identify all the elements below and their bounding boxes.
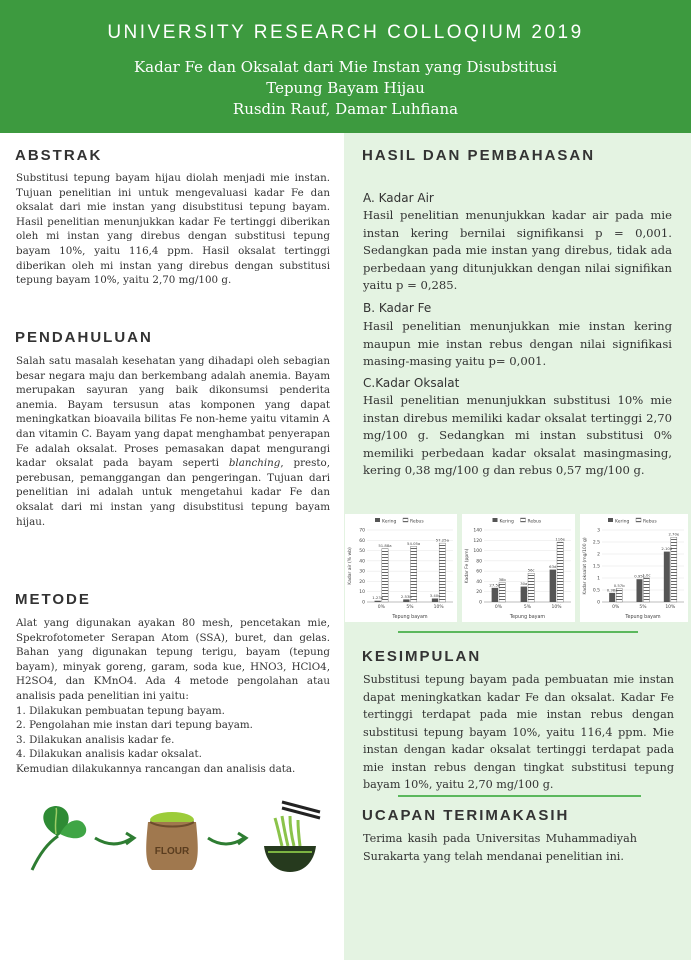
legend-swatch-rebus xyxy=(636,518,641,522)
bar-rebus xyxy=(382,549,388,602)
y-tick-label: 20 xyxy=(359,579,365,585)
kadar-oksalat-title: C.Kadar Oksalat xyxy=(363,376,460,390)
pendahuluan-text-part1: Salah satu masalah kesehatan yang dihadapi oleh sebagian besar negara maju dan berkembang adalah anemia. Bayam merupakan sayuran yang baik dikonsumsi penderita anemia. Bayam tersusun atas komponen yang dapat meningkatkan bioavaila bilitas Fe non-heme yaitu vitamin A dan vitamin C. Bayam yang dapat menghambat penyerapan Fe adalah oksalat. Proses pemasakan dapat mengurangi kadar oksalat pada bayam seperti xyxy=(16,355,330,470)
legend-label: Kering xyxy=(382,519,397,525)
poster-authors: Rusdin Rauf, Damar Luhfiana xyxy=(232,100,459,118)
y-axis-label: Kadar Fe (ppm) xyxy=(465,548,470,584)
y-tick-label: 2.5 xyxy=(592,540,600,546)
legend-label: Rebus xyxy=(410,519,424,525)
poster-title xyxy=(0,57,691,120)
poster-header xyxy=(0,0,691,133)
legend-swatch-kering xyxy=(375,518,380,522)
legend-label: Rebus xyxy=(527,519,542,525)
x-tick-label: 0% xyxy=(377,605,385,610)
kesimpulan-heading: KESIMPULAN xyxy=(362,648,482,665)
data-label-kering: 2.53b xyxy=(400,593,412,599)
legend-swatch-kering xyxy=(608,518,613,522)
poster-title-line1: Kadar Fe dan Oksalat dari Mie Instan yang Disubstitusi xyxy=(133,58,558,76)
flour-label: FLOUR xyxy=(154,846,190,857)
bar-kering xyxy=(664,552,670,602)
y-tick-label: 80 xyxy=(476,559,482,565)
left-column xyxy=(0,133,344,960)
metode-step: 1. Dilakukan pembuatan tepung bayam. xyxy=(16,704,225,717)
bar-rebus xyxy=(528,573,534,602)
pendahuluan-heading: PENDAHULUAN xyxy=(15,329,153,346)
y-axis-label: Kadar oksalat (mg/100 g) xyxy=(583,537,588,595)
data-label-kering: 0.38a xyxy=(606,587,618,593)
hasil-heading: HASIL DAN PEMBAHASAN xyxy=(362,147,596,164)
kadar-fe-text: Hasil penelitian menunjukkan mie instan kering maupun mie instan rebus dengan nilai signifikasi masing-masing yaitu p= 0,001. xyxy=(363,319,672,368)
y-axis-label: Kadar air (% wb) xyxy=(348,547,353,585)
bar-kering xyxy=(609,593,615,602)
pendahuluan-text xyxy=(16,354,330,529)
pendahuluan-text-italic: blanching xyxy=(228,457,281,470)
kadar-air-text: Hasil penelitian menunjukkan kadar air pada mie instan kering bernilai signifikansi p = 0,001. Sedangkan pada mie instan yang direbus, tidak ada perbedaan yang ditunjukkan dengan nilai signifikan yaitu p = 0,285. xyxy=(363,208,672,292)
y-tick-label: 20 xyxy=(476,590,482,596)
metode-step: 2. Pengolahan mie instan dari tepung bayam. xyxy=(16,719,253,732)
data-label-rebus: 54.05a xyxy=(407,540,421,546)
bar-kering xyxy=(403,599,409,602)
x-axis-label: Tepung bayam xyxy=(392,615,428,620)
data-label-rebus: 2.70e xyxy=(668,531,680,537)
kadar-air-title: A. Kadar Air xyxy=(363,191,434,205)
process-illustration xyxy=(20,798,330,878)
y-tick-label: 70 xyxy=(359,528,365,534)
metode-outro: Kemudian dilakukannya rancangan dan analisis data. xyxy=(16,762,296,775)
data-label-rebus: 57.25a xyxy=(435,537,449,543)
abstrak-heading: ABSTRAK xyxy=(15,147,103,164)
legend-swatch-kering xyxy=(493,518,498,522)
metode-steps xyxy=(16,704,330,762)
bar-kering xyxy=(521,587,527,602)
bar-kering xyxy=(432,599,438,602)
data-label-rebus: 38b xyxy=(498,576,506,582)
bar-kering xyxy=(550,570,556,602)
arrow-right-icon xyxy=(208,833,246,844)
ucapan-text: Terima kasih pada Universitas Muhammadiyah Surakarta yang telah mendanai penelitian ini. xyxy=(363,832,637,863)
kesimpulan-text: Substitusi tepung bayam pada pembuatan mie instan dapat meningkatkan kadar Fe dan oksalat. Kadar Fe tertinggi terdapat pada mie instan rebus dengan substitusi tepung bayam 10%, yaitu 116,4 ppm. Mie instan dengan kadar oksalat tertinggi terdapat pada mie instan rebus dengan tingkat substitusi tepung bayam 10%, yaitu 2,70 mg/100 g. xyxy=(363,673,674,791)
x-tick-label: 10% xyxy=(433,605,444,610)
x-tick-label: 0% xyxy=(494,605,503,610)
metode-text xyxy=(16,616,330,777)
legend-label: Rebus xyxy=(643,519,657,525)
chart-kadar-air xyxy=(345,514,457,622)
pendahuluan-text-part2: , presto, perebusan, pemanggangan dan pengeringan. Tujuan dari penelitian ini adalah untuk mengetahui kadar Fe dan oksalat dari mi instan yang disubstitusi tepung bayam hijau. xyxy=(16,457,330,528)
noodle-bowl-icon xyxy=(264,802,320,872)
x-tick-label: 5% xyxy=(406,605,414,610)
bar-kering xyxy=(375,601,381,602)
bar-kering xyxy=(636,579,642,602)
legend-label: Kering xyxy=(615,519,630,525)
chart-kadar-fe xyxy=(462,514,575,622)
y-tick-label: 0 xyxy=(362,600,365,606)
y-tick-label: 10 xyxy=(359,590,365,596)
data-label-kering: 27.5a xyxy=(489,582,501,588)
x-tick-label: 0% xyxy=(612,605,620,610)
y-tick-label: 1.5 xyxy=(592,564,600,570)
legend-swatch-rebus xyxy=(403,518,408,522)
data-label-kering: 63d xyxy=(549,564,557,570)
divider-line xyxy=(398,631,638,633)
x-axis-label: Tepung bayam xyxy=(625,615,661,620)
kadar-fe-title: B. Kadar Fe xyxy=(363,301,432,315)
arrow-right-icon xyxy=(95,833,134,844)
kadar-oksalat-text: Hasil penelitian menunjukkan substitusi 10% mie instan direbus memiliki kadar oksalat tertinggi 2,70 mg/100 g. Sedangkan mi instan substitusi 0% memiliki perbedaan kadar oksalat masingmasing, kering 0,38 mg/100 g dan rebus 0,57 mg/100 g. xyxy=(363,393,672,477)
ucapan-heading: UCAPAN TERIMAKASIH xyxy=(362,807,570,824)
y-tick-label: 60 xyxy=(476,569,482,575)
data-label-rebus: 0.57b xyxy=(613,582,625,588)
bar-rebus xyxy=(557,542,563,602)
data-label-kering: 2.10d xyxy=(661,546,673,552)
metode-heading: METODE xyxy=(15,591,91,608)
x-tick-label: 5% xyxy=(639,605,647,610)
x-tick-label: 5% xyxy=(523,605,532,610)
legend-label: Kering xyxy=(499,519,514,525)
data-label-kering: 1.23a xyxy=(372,595,384,601)
bar-kering xyxy=(492,588,498,602)
y-tick-label: 60 xyxy=(359,538,365,544)
divider-line xyxy=(398,795,641,797)
x-tick-label: 10% xyxy=(665,605,676,610)
data-label-rebus: 1.0c xyxy=(642,572,651,578)
y-tick-label: 40 xyxy=(476,579,482,585)
bar-rebus xyxy=(644,578,650,602)
spinach-icon xyxy=(32,806,86,870)
poster-title-line2: Tepung Bayam Hijau xyxy=(266,79,425,97)
data-label-kering: 0.95c xyxy=(634,573,645,579)
chart-kadar-oksalat xyxy=(580,514,688,622)
y-tick-label: 140 xyxy=(473,528,482,534)
legend-swatch-rebus xyxy=(521,518,526,522)
metode-step: 3. Dilakukan analisis kadar fe. xyxy=(16,733,175,746)
data-label-rebus: 51.88a xyxy=(378,543,392,549)
y-tick-label: 30 xyxy=(359,569,365,575)
metode-intro: Alat yang digunakan ayakan 80 mesh, pencetakan mie, Spekrofotometer Serapan Atom (SSA), buret, dan gelas. Bahan yang digunakan tepung terigu, bayam (tepung bayam), minyak goreng, garam, soda kue, HNO3, HClO4, H2SO4, dan KMnO4. Ada 4 metode pengolahan atau analisis pada penelitian ini yaitu: xyxy=(16,617,330,702)
y-tick-label: 100 xyxy=(473,549,482,555)
y-tick-label: 50 xyxy=(359,549,365,555)
y-tick-label: 120 xyxy=(473,538,482,544)
y-tick-label: 0.5 xyxy=(592,588,600,594)
data-label-rebus: 56c xyxy=(527,567,535,573)
y-tick-label: 3 xyxy=(597,528,600,534)
data-label-kering: 30a xyxy=(520,581,528,587)
metode-step: 4. Dilakukan analisis kadar oksalat. xyxy=(16,748,202,761)
y-tick-label: 1 xyxy=(597,576,600,582)
y-tick-label: 0 xyxy=(479,600,482,606)
y-tick-label: 0 xyxy=(597,600,600,606)
conference-title: UNIVERSITY RESEARCH COLLOQIUM 2019 xyxy=(107,22,584,43)
data-label-rebus: 116e xyxy=(555,536,565,542)
data-label-kering: 3.40c xyxy=(429,593,441,599)
y-tick-label: 2 xyxy=(597,552,600,558)
x-axis-label: Tepung bayam xyxy=(509,615,546,620)
y-tick-label: 40 xyxy=(359,559,365,565)
flour-sack-icon xyxy=(146,812,198,870)
x-tick-label: 10% xyxy=(551,605,562,610)
abstrak-text: Substitusi tepung bayam hijau diolah menjadi mie instan. Tujuan penelitian ini untuk mengevaluasi kadar Fe dan oksalat dari mie instan yang disubstitusi tepung bayam. Hasil penelitian menunjukkan kadar Fe tertinggi diberikan oleh mi instan yang direbus dengan substitusi tepung bayam 10%, yaitu 116,4 ppm. Hasil oksalat tertinggi diberikan oleh mi instan yang direbus dengan substitusi tepung bayam 10%, yaitu 2,70 mg/100 g. xyxy=(16,172,330,287)
